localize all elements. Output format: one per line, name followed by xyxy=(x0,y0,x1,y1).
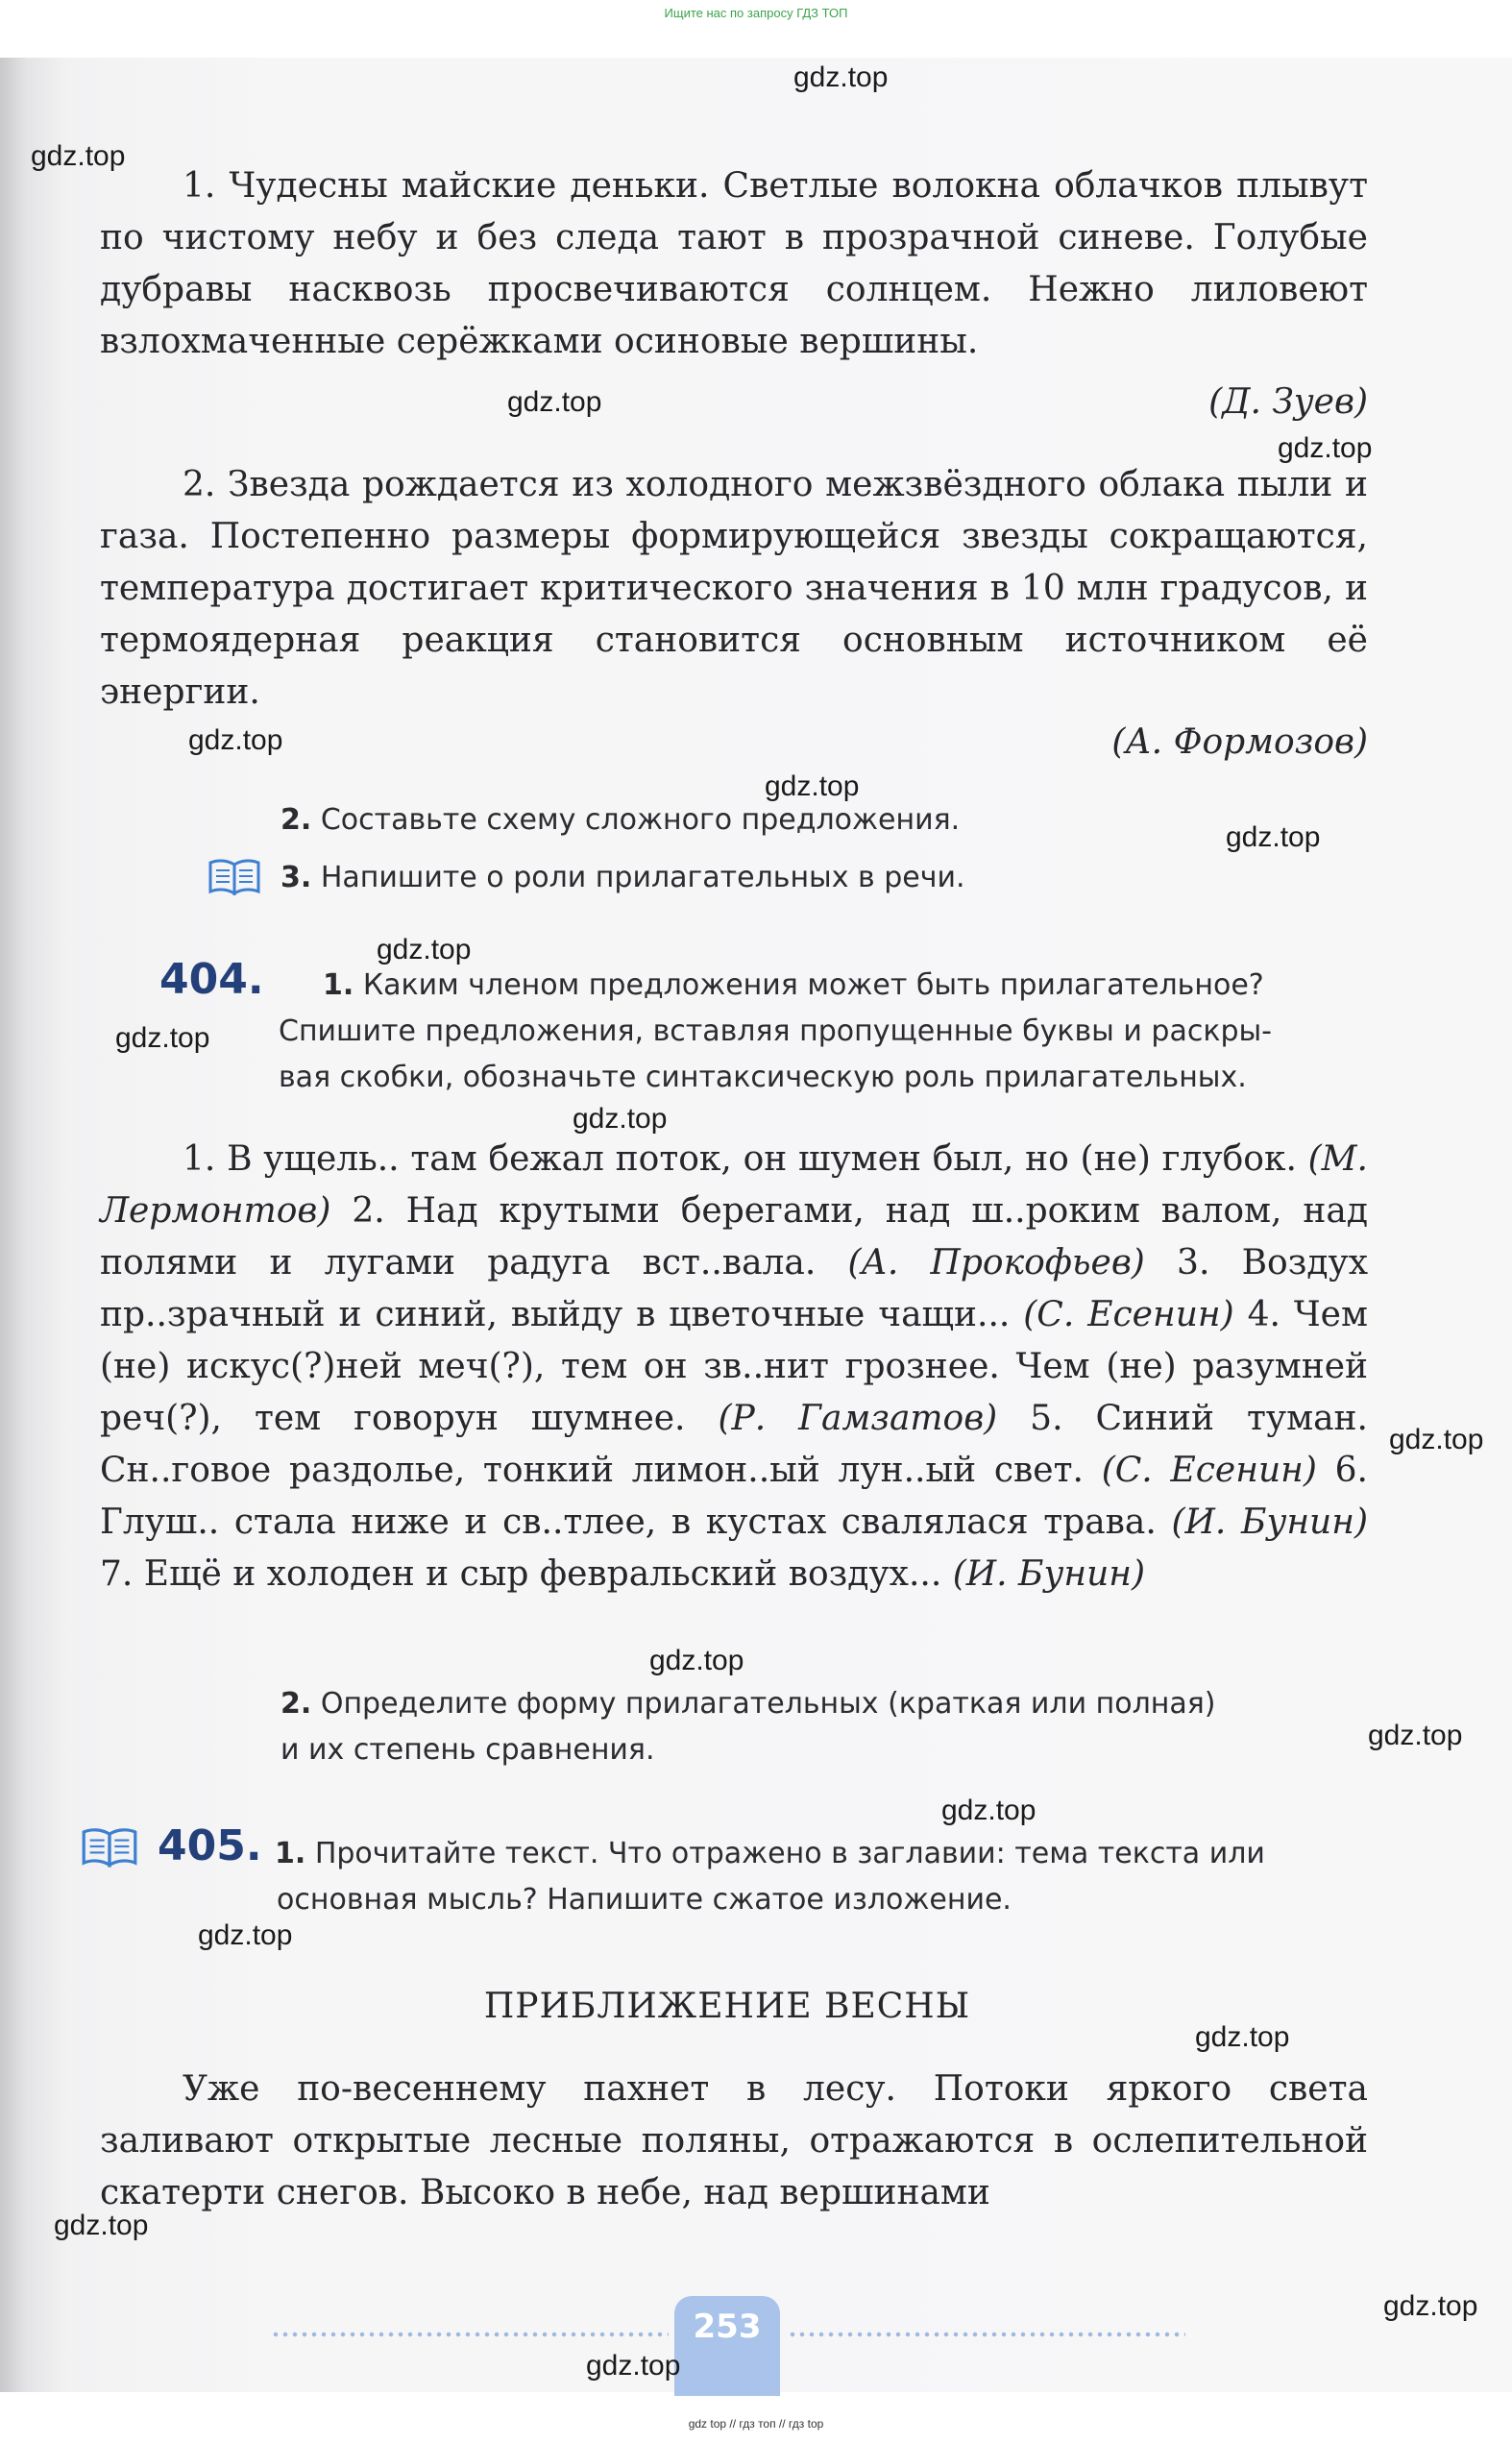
watermark[interactable]: gdz.top xyxy=(573,1103,668,1135)
watermark[interactable]: gdz.top xyxy=(1278,432,1373,464)
exercise-405-task-1-line-2: основная мысль? Напишите сжатое изложение. xyxy=(277,1883,1012,1917)
sentence-7: 7. Ещё и холоден и сыр февральский воздух... xyxy=(100,1554,953,1594)
watermark[interactable]: gdz.top xyxy=(1389,1424,1484,1455)
exercise-404-sentences xyxy=(100,1134,1368,1600)
footer-dots-left xyxy=(271,2332,669,2337)
exercise-404-task-1-line-2: Спишите предложения, вставляя пропущенные буквы и раскры- xyxy=(279,1014,1273,1048)
watermark[interactable]: gdz.top xyxy=(377,934,472,965)
exercise-404-task-1-number: 1. xyxy=(323,968,354,1002)
sentence-3: 3. Воздух пр..зрачный и синий, выйду в цветочные чащи... xyxy=(100,1243,1368,1334)
watermark[interactable]: gdz.top xyxy=(31,140,126,172)
watermark[interactable]: gdz.top xyxy=(649,1645,744,1676)
bottom-watermark-line[interactable]: gdz top // гдз топ // гдз top xyxy=(688,2417,824,2431)
sentence-4-author: (Р. Гамзатов) xyxy=(718,1399,998,1438)
exercise-404-task-2-line-1: 2. Определите форму прилагательных (краткая или полная) xyxy=(280,1687,1216,1721)
text-heading: ПРИБЛИЖЕНИЕ ВЕСНЫ xyxy=(483,1987,971,2026)
watermark[interactable]: gdz.top xyxy=(586,2350,681,2382)
sentence-6-author: (И. Бунин) xyxy=(1171,1502,1368,1542)
sentence-6: 6. Глуш.. стала ниже и св..тлее, в кустах свалялася трава. xyxy=(100,1451,1368,1542)
task-3-text: Напишите о роли прилагательных в речи. xyxy=(320,861,965,894)
top-banner[interactable]: Ищите нас по запросу ГДЗ ТОП xyxy=(664,6,848,20)
author-formozov: (А. Формозов) xyxy=(1111,722,1368,762)
sentence-1-author: (М. Лермонтов) xyxy=(100,1139,1368,1231)
exercise-404-task-1-line-3: вая скобки, обозначьте синтаксическую роль прилагательных. xyxy=(279,1061,1247,1094)
sentence-4: 4. Чем (не) искус(?)ней меч(?), тем он зв..нит грознее. Чем (не) разумней реч(?), тем говорун шумнее. xyxy=(100,1295,1368,1438)
watermark[interactable]: gdz.top xyxy=(1195,2021,1290,2053)
watermark[interactable]: gdz.top xyxy=(793,61,889,93)
watermark[interactable]: gdz.top xyxy=(941,1795,1036,1826)
sentence-7-author: (И. Бунин) xyxy=(952,1554,1146,1594)
exercise-405-task-1-line-1: 1. Прочитайте текст. Что отражено в заглавии: тема текста или xyxy=(275,1837,1265,1870)
task-3 xyxy=(280,855,965,901)
task-2-number: 2. xyxy=(280,803,312,837)
watermark[interactable]: gdz.top xyxy=(1368,1720,1463,1751)
watermark[interactable]: gdz.top xyxy=(54,2210,149,2241)
watermark[interactable]: gdz.top xyxy=(507,386,602,418)
sentence-1: 1. В ущель.. там бежал поток, он шумен был, но (не) глубок. xyxy=(183,1139,1308,1179)
exercise-404-task-2-line-2: и их степень сравнения. xyxy=(280,1733,655,1767)
book-icon-405 xyxy=(81,1825,138,1868)
sentence-2-author: (А. Прокофьев) xyxy=(847,1243,1145,1283)
watermark[interactable]: gdz.top xyxy=(765,770,860,802)
exercise-405-task-1-number: 1. xyxy=(275,1837,306,1870)
watermark[interactable]: gdz.top xyxy=(1226,821,1321,853)
task-3-number: 3. xyxy=(280,861,312,894)
watermark[interactable]: gdz.top xyxy=(188,724,283,756)
book-icon xyxy=(207,857,261,895)
watermark[interactable]: gdz.top xyxy=(198,1919,293,1951)
sentence-5-author: (С. Есенин) xyxy=(1101,1451,1317,1490)
watermark[interactable]: gdz.top xyxy=(115,1022,210,1054)
paragraph-2: 2. Звезда рождается из холодного межзвёздного облака пыли и газа. Постепенно размеры формирующейся звезды сокращаются, температура достигает критического значения в 10 млн градусов, и термоядерная реакция становится основным источником её энергии. xyxy=(100,465,1368,712)
exercise-404-task-1-line-1: 1. Каким членом предложения может быть прилагательное? xyxy=(323,968,1264,1002)
sentence-2: 2. Над крутыми берегами, над ш..роким валом, над полями и лугами радуга вст..вала. xyxy=(100,1191,1368,1283)
paragraph-1: 1. Чудесны майские деньки. Светлые волокна облачков плывут по чистому небу и без следа тают в прозрачной синеве. Голубые дубравы насквозь просвечиваются солнцем. Нежно лиловеют взлохмаченные серёжками осиновые вершины. xyxy=(100,166,1368,361)
page-number: 253 xyxy=(693,2308,762,2346)
exercise-404-number: 404. xyxy=(159,955,264,1004)
task-2-text: Составьте схему сложного предложения. xyxy=(320,803,961,837)
exercise-405-number: 405. xyxy=(158,1821,262,1870)
author-zuev: (Д. Зуев) xyxy=(1208,382,1368,422)
sentence-5: 5. Синий туман. Сн..говое раздолье, тонкий лимон..ый лун..ый свет. xyxy=(100,1399,1368,1490)
watermark[interactable]: gdz.top xyxy=(1383,2290,1478,2322)
footer-dots-right xyxy=(788,2332,1185,2337)
sentence-3-author: (С. Есенин) xyxy=(1023,1295,1234,1334)
exercise-405-text: Уже по-весеннему пахнет в лесу. Потоки яркого света заливают открытые лесные поляны, отражаются в ослепительной скатерти снегов. Высоко в небе, над вершинами xyxy=(100,2069,1368,2212)
task-2 xyxy=(280,797,960,843)
exercise-404-task-2-number: 2. xyxy=(280,1687,312,1721)
